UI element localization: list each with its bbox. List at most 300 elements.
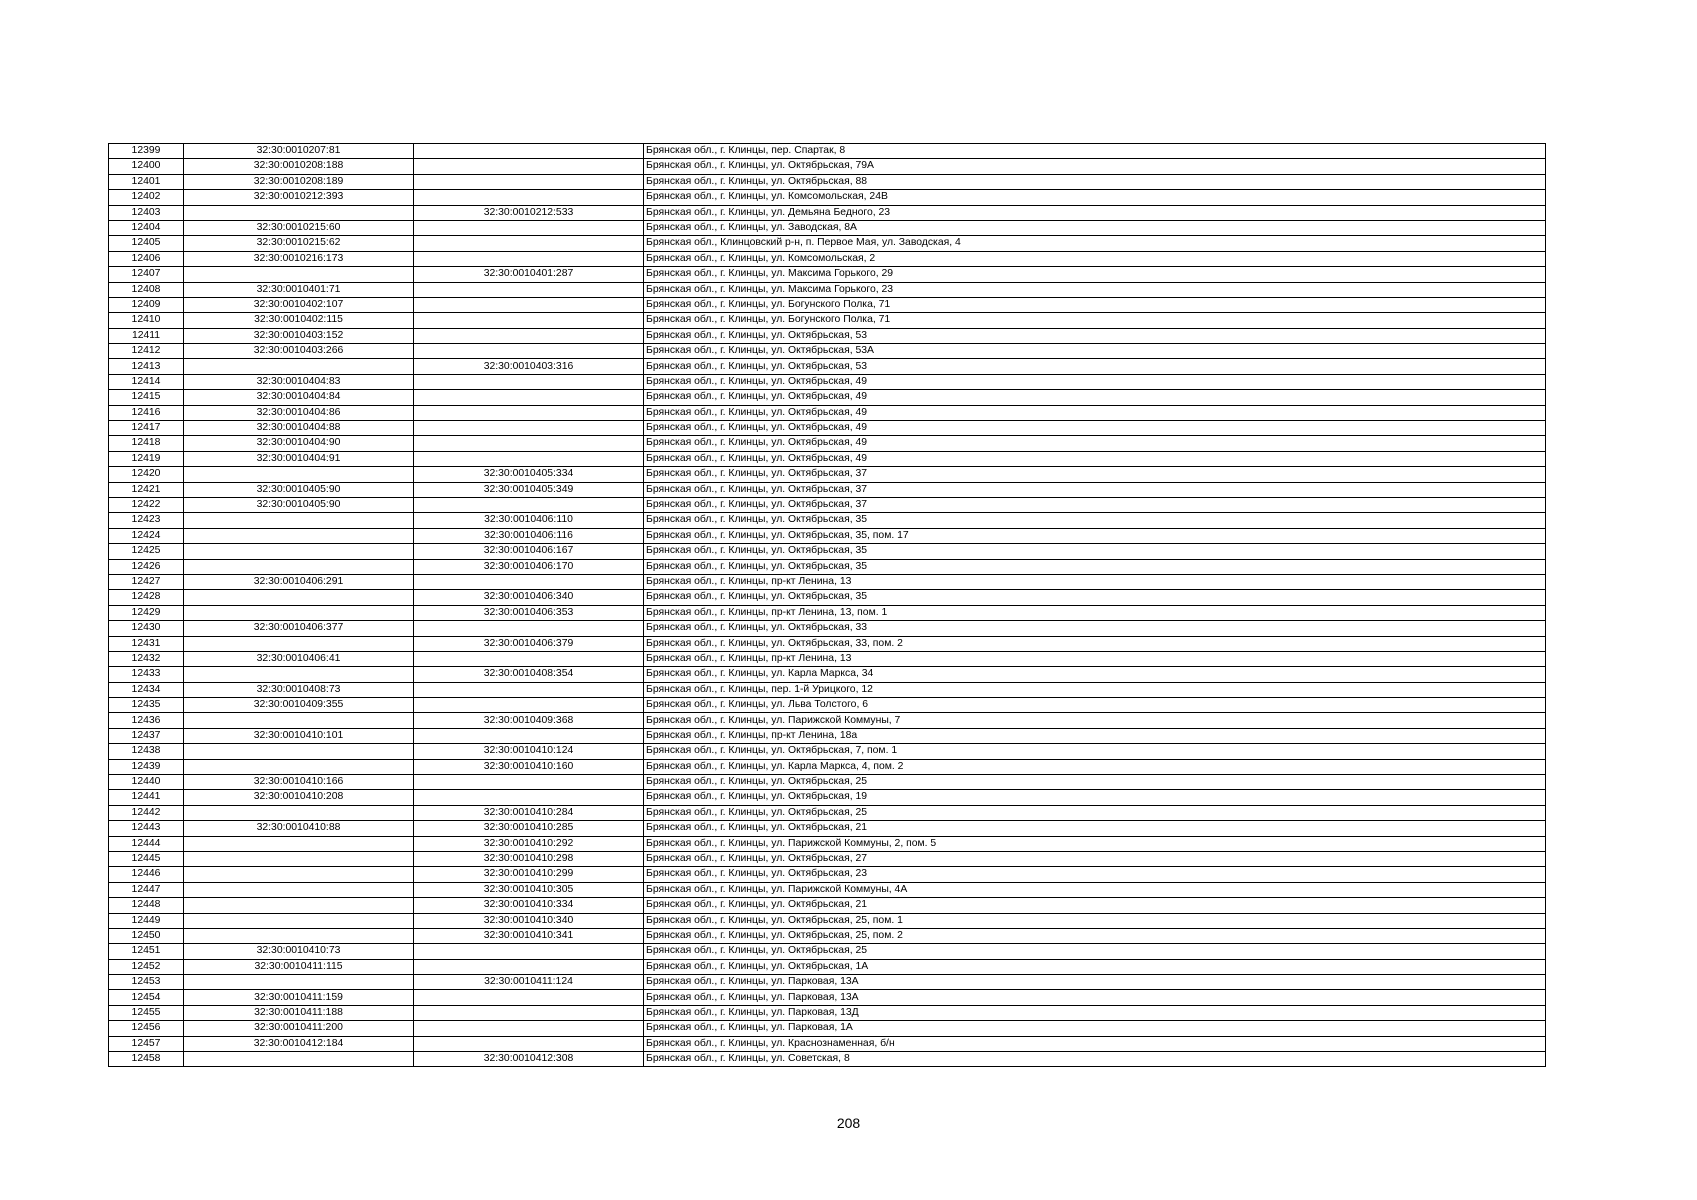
related-cadastral-number-cell xyxy=(414,190,644,205)
record-number-cell: 12401 xyxy=(109,174,184,189)
record-number-cell: 12404 xyxy=(109,220,184,235)
cadastral-number-cell: 32:30:0010216:173 xyxy=(184,251,414,266)
address-cell: Брянская обл., г. Клинцы, ул. Октябрьская, 21 xyxy=(644,898,1546,913)
related-cadastral-number-cell xyxy=(414,1005,644,1020)
related-cadastral-number-cell xyxy=(414,790,644,805)
table-row xyxy=(109,790,1546,805)
cadastral-number-cell xyxy=(184,1052,414,1067)
table-row xyxy=(109,359,1546,374)
related-cadastral-number-cell: 32:30:0010410:124 xyxy=(414,744,644,759)
related-cadastral-number-cell: 32:30:0010406:170 xyxy=(414,559,644,574)
table-row xyxy=(109,482,1546,497)
cadastral-number-cell: 32:30:0010404:86 xyxy=(184,405,414,420)
cadastral-number-cell: 32:30:0010410:88 xyxy=(184,821,414,836)
table-row xyxy=(109,944,1546,959)
related-cadastral-number-cell xyxy=(414,374,644,389)
address-cell: Брянская обл., г. Клинцы, ул. Октябрьская, 35 xyxy=(644,590,1546,605)
related-cadastral-number-cell: 32:30:0010410:305 xyxy=(414,882,644,897)
record-number-cell: 12443 xyxy=(109,821,184,836)
cadastral-number-cell xyxy=(184,559,414,574)
table-row xyxy=(109,744,1546,759)
record-number-cell: 12414 xyxy=(109,374,184,389)
cadastral-number-cell xyxy=(184,513,414,528)
table-row xyxy=(109,959,1546,974)
address-cell: Брянская обл., г. Клинцы, ул. Октябрьская, 88 xyxy=(644,174,1546,189)
address-cell: Брянская обл., г. Клинцы, ул. Октябрьская, 49 xyxy=(644,390,1546,405)
record-number-cell: 12427 xyxy=(109,574,184,589)
cadastral-number-cell xyxy=(184,205,414,220)
record-number-cell: 12399 xyxy=(109,144,184,159)
address-cell: Брянская обл., г. Клинцы, пр-кт Ленина, 18а xyxy=(644,728,1546,743)
address-cell: Брянская обл., г. Клинцы, ул. Парковая, 13А xyxy=(644,975,1546,990)
address-cell: Брянская обл., г. Клинцы, ул. Октябрьская, 53А xyxy=(644,344,1546,359)
cadastral-number-cell: 32:30:0010409:355 xyxy=(184,698,414,713)
cadastral-number-cell: 32:30:0010403:266 xyxy=(184,344,414,359)
related-cadastral-number-cell xyxy=(414,698,644,713)
related-cadastral-number-cell xyxy=(414,728,644,743)
records-table xyxy=(108,143,1546,1067)
record-number-cell: 12426 xyxy=(109,559,184,574)
related-cadastral-number-cell: 32:30:0010410:285 xyxy=(414,821,644,836)
address-cell: Брянская обл., г. Клинцы, ул. Октябрьская, 25 xyxy=(644,944,1546,959)
related-cadastral-number-cell xyxy=(414,959,644,974)
table-row xyxy=(109,528,1546,543)
record-number-cell: 12421 xyxy=(109,482,184,497)
table-row xyxy=(109,682,1546,697)
cadastral-number-cell: 32:30:0010405:90 xyxy=(184,497,414,512)
cadastral-number-cell: 32:30:0010411:159 xyxy=(184,990,414,1005)
record-number-cell: 12439 xyxy=(109,759,184,774)
related-cadastral-number-cell xyxy=(414,144,644,159)
cadastral-number-cell xyxy=(184,590,414,605)
cadastral-number-cell: 32:30:0010412:184 xyxy=(184,1036,414,1051)
record-number-cell: 12408 xyxy=(109,282,184,297)
related-cadastral-number-cell: 32:30:0010409:368 xyxy=(414,713,644,728)
address-cell: Брянская обл., г. Клинцы, ул. Октябрьская, 21 xyxy=(644,821,1546,836)
related-cadastral-number-cell xyxy=(414,251,644,266)
table-row xyxy=(109,836,1546,851)
related-cadastral-number-cell: 32:30:0010410:334 xyxy=(414,898,644,913)
cadastral-number-cell: 32:30:0010403:152 xyxy=(184,328,414,343)
address-cell: Брянская обл., г. Клинцы, ул. Октябрьская, 33 xyxy=(644,621,1546,636)
cadastral-number-cell xyxy=(184,836,414,851)
address-cell: Брянская обл., г. Клинцы, ул. Советская, 8 xyxy=(644,1052,1546,1067)
related-cadastral-number-cell: 32:30:0010406:110 xyxy=(414,513,644,528)
record-number-cell: 12448 xyxy=(109,898,184,913)
table-row xyxy=(109,313,1546,328)
cadastral-number-cell xyxy=(184,544,414,559)
address-cell: Брянская обл., г. Клинцы, ул. Парижской Коммуны, 4А xyxy=(644,882,1546,897)
record-number-cell: 12425 xyxy=(109,544,184,559)
address-cell: Брянская обл., г. Клинцы, ул. Октябрьская, 79А xyxy=(644,159,1546,174)
address-cell: Брянская обл., г. Клинцы, ул. Заводская, 8А xyxy=(644,220,1546,235)
table-row xyxy=(109,851,1546,866)
related-cadastral-number-cell xyxy=(414,220,644,235)
address-cell: Брянская обл., г. Клинцы, ул. Октябрьская, 35, пом. 17 xyxy=(644,528,1546,543)
related-cadastral-number-cell xyxy=(414,651,644,666)
cadastral-number-cell: 32:30:0010215:60 xyxy=(184,220,414,235)
record-number-cell: 12428 xyxy=(109,590,184,605)
related-cadastral-number-cell xyxy=(414,328,644,343)
record-number-cell: 12456 xyxy=(109,1021,184,1036)
record-number-cell: 12449 xyxy=(109,913,184,928)
cadastral-number-cell xyxy=(184,467,414,482)
address-cell: Брянская обл., г. Клинцы, ул. Комсомольская, 24В xyxy=(644,190,1546,205)
table-row xyxy=(109,867,1546,882)
table-row xyxy=(109,667,1546,682)
related-cadastral-number-cell xyxy=(414,1036,644,1051)
related-cadastral-number-cell: 32:30:0010406:167 xyxy=(414,544,644,559)
table-row xyxy=(109,1036,1546,1051)
cadastral-number-cell xyxy=(184,267,414,282)
cadastral-number-cell xyxy=(184,636,414,651)
record-number-cell: 12440 xyxy=(109,775,184,790)
table-row xyxy=(109,605,1546,620)
related-cadastral-number-cell: 32:30:0010406:116 xyxy=(414,528,644,543)
record-number-cell: 12400 xyxy=(109,159,184,174)
table-row xyxy=(109,174,1546,189)
cadastral-number-cell: 32:30:0010405:90 xyxy=(184,482,414,497)
cadastral-number-cell xyxy=(184,898,414,913)
related-cadastral-number-cell xyxy=(414,297,644,312)
record-number-cell: 12444 xyxy=(109,836,184,851)
related-cadastral-number-cell: 32:30:0010410:299 xyxy=(414,867,644,882)
address-cell: Брянская обл., г. Клинцы, ул. Карла Маркса, 4, пом. 2 xyxy=(644,759,1546,774)
address-cell: Брянская обл., г. Клинцы, ул. Октябрьская, 25 xyxy=(644,805,1546,820)
address-cell: Брянская обл., Клинцовский р-н, п. Первое Мая, ул. Заводская, 4 xyxy=(644,236,1546,251)
table-row xyxy=(109,205,1546,220)
cadastral-number-cell xyxy=(184,928,414,943)
related-cadastral-number-cell xyxy=(414,497,644,512)
address-cell: Брянская обл., г. Клинцы, ул. Октябрьская, 49 xyxy=(644,436,1546,451)
record-number-cell: 12412 xyxy=(109,344,184,359)
address-cell: Брянская обл., г. Клинцы, ул. Октябрьская, 53 xyxy=(644,328,1546,343)
address-cell: Брянская обл., г. Клинцы, ул. Максима Горького, 29 xyxy=(644,267,1546,282)
address-cell: Брянская обл., г. Клинцы, ул. Октябрьская, 35 xyxy=(644,513,1546,528)
record-number-cell: 12422 xyxy=(109,497,184,512)
table-row xyxy=(109,636,1546,651)
record-number-cell: 12458 xyxy=(109,1052,184,1067)
cadastral-number-cell: 32:30:0010411:115 xyxy=(184,959,414,974)
address-cell: Брянская обл., г. Клинцы, ул. Октябрьская, 49 xyxy=(644,405,1546,420)
table-row xyxy=(109,451,1546,466)
table-row xyxy=(109,590,1546,605)
records-table-body xyxy=(109,144,1546,1067)
address-cell: Брянская обл., г. Клинцы, пер. 1-й Урицкого, 12 xyxy=(644,682,1546,697)
address-cell: Брянская обл., г. Клинцы, ул. Парижской Коммуны, 7 xyxy=(644,713,1546,728)
cadastral-number-cell xyxy=(184,882,414,897)
related-cadastral-number-cell: 32:30:0010410:292 xyxy=(414,836,644,851)
cadastral-number-cell: 32:30:0010406:41 xyxy=(184,651,414,666)
table-row xyxy=(109,621,1546,636)
related-cadastral-number-cell: 32:30:0010410:340 xyxy=(414,913,644,928)
table-row xyxy=(109,467,1546,482)
address-cell: Брянская обл., г. Клинцы, ул. Парковая, 13Д xyxy=(644,1005,1546,1020)
cadastral-number-cell xyxy=(184,851,414,866)
address-cell: Брянская обл., г. Клинцы, ул. Октябрьская, 25, пом. 1 xyxy=(644,913,1546,928)
record-number-cell: 12413 xyxy=(109,359,184,374)
related-cadastral-number-cell xyxy=(414,682,644,697)
related-cadastral-number-cell xyxy=(414,313,644,328)
related-cadastral-number-cell: 32:30:0010403:316 xyxy=(414,359,644,374)
address-cell: Брянская обл., г. Клинцы, ул. Краснознаменная, б/н xyxy=(644,1036,1546,1051)
page-number: 208 xyxy=(836,1115,861,1131)
table-row xyxy=(109,328,1546,343)
address-cell: Брянская обл., г. Клинцы, ул. Октябрьская, 33, пом. 2 xyxy=(644,636,1546,651)
address-cell: Брянская обл., г. Клинцы, ул. Октябрьская, 37 xyxy=(644,497,1546,512)
address-cell: Брянская обл., г. Клинцы, ул. Октябрьская, 7, пом. 1 xyxy=(644,744,1546,759)
cadastral-number-cell xyxy=(184,744,414,759)
address-cell: Брянская обл., г. Клинцы, ул. Богунского Полка, 71 xyxy=(644,313,1546,328)
record-number-cell: 12406 xyxy=(109,251,184,266)
table-row xyxy=(109,544,1546,559)
related-cadastral-number-cell xyxy=(414,944,644,959)
record-number-cell: 12457 xyxy=(109,1036,184,1051)
address-cell: Брянская обл., г. Клинцы, ул. Октябрьская, 19 xyxy=(644,790,1546,805)
related-cadastral-number-cell: 32:30:0010405:334 xyxy=(414,467,644,482)
table-row xyxy=(109,251,1546,266)
record-number-cell: 12403 xyxy=(109,205,184,220)
related-cadastral-number-cell xyxy=(414,236,644,251)
cadastral-number-cell: 32:30:0010208:188 xyxy=(184,159,414,174)
related-cadastral-number-cell: 32:30:0010410:160 xyxy=(414,759,644,774)
record-number-cell: 12423 xyxy=(109,513,184,528)
record-number-cell: 12418 xyxy=(109,436,184,451)
table-row xyxy=(109,805,1546,820)
cadastral-number-cell xyxy=(184,528,414,543)
address-cell: Брянская обл., г. Клинцы, пр-кт Ленина, 13 xyxy=(644,651,1546,666)
table-row xyxy=(109,1005,1546,1020)
address-cell: Брянская обл., г. Клинцы, ул. Октябрьская, 49 xyxy=(644,374,1546,389)
address-cell: Брянская обл., г. Клинцы, ул. Парковая, 1А xyxy=(644,1021,1546,1036)
cadastral-number-cell: 32:30:0010401:71 xyxy=(184,282,414,297)
record-number-cell: 12436 xyxy=(109,713,184,728)
address-cell: Брянская обл., г. Клинцы, пер. Спартак, 8 xyxy=(644,144,1546,159)
cadastral-number-cell xyxy=(184,913,414,928)
table-row xyxy=(109,728,1546,743)
record-number-cell: 12417 xyxy=(109,421,184,436)
cadastral-number-cell xyxy=(184,713,414,728)
related-cadastral-number-cell: 32:30:0010408:354 xyxy=(414,667,644,682)
address-cell: Брянская обл., г. Клинцы, ул. Октябрьская, 35 xyxy=(644,559,1546,574)
address-cell: Брянская обл., г. Клинцы, ул. Октябрьская, 35 xyxy=(644,544,1546,559)
related-cadastral-number-cell: 32:30:0010401:287 xyxy=(414,267,644,282)
related-cadastral-number-cell xyxy=(414,159,644,174)
record-number-cell: 12407 xyxy=(109,267,184,282)
record-number-cell: 12441 xyxy=(109,790,184,805)
record-number-cell: 12430 xyxy=(109,621,184,636)
table-row xyxy=(109,1021,1546,1036)
cadastral-number-cell xyxy=(184,867,414,882)
related-cadastral-number-cell: 32:30:0010410:298 xyxy=(414,851,644,866)
table-row xyxy=(109,559,1546,574)
record-number-cell: 12431 xyxy=(109,636,184,651)
address-cell: Брянская обл., г. Клинцы, ул. Октябрьская, 23 xyxy=(644,867,1546,882)
address-cell: Брянская обл., г. Клинцы, ул. Парижской Коммуны, 2, пом. 5 xyxy=(644,836,1546,851)
table-row xyxy=(109,975,1546,990)
related-cadastral-number-cell xyxy=(414,344,644,359)
related-cadastral-number-cell xyxy=(414,1021,644,1036)
cadastral-number-cell: 32:30:0010410:166 xyxy=(184,775,414,790)
record-number-cell: 12416 xyxy=(109,405,184,420)
related-cadastral-number-cell: 32:30:0010406:340 xyxy=(414,590,644,605)
table-row xyxy=(109,651,1546,666)
address-cell: Брянская обл., г. Клинцы, ул. Богунского Полка, 71 xyxy=(644,297,1546,312)
record-number-cell: 12434 xyxy=(109,682,184,697)
table-row xyxy=(109,405,1546,420)
record-number-cell: 12432 xyxy=(109,651,184,666)
related-cadastral-number-cell xyxy=(414,574,644,589)
table-row xyxy=(109,882,1546,897)
table-row xyxy=(109,374,1546,389)
address-cell: Брянская обл., г. Клинцы, ул. Октябрьская, 37 xyxy=(644,482,1546,497)
record-number-cell: 12454 xyxy=(109,990,184,1005)
cadastral-number-cell: 32:30:0010411:188 xyxy=(184,1005,414,1020)
related-cadastral-number-cell: 32:30:0010412:308 xyxy=(414,1052,644,1067)
table-row xyxy=(109,144,1546,159)
cadastral-number-cell xyxy=(184,759,414,774)
address-cell: Брянская обл., г. Клинцы, ул. Комсомольская, 2 xyxy=(644,251,1546,266)
related-cadastral-number-cell xyxy=(414,990,644,1005)
table-row xyxy=(109,267,1546,282)
cadastral-number-cell: 32:30:0010404:88 xyxy=(184,421,414,436)
table-row xyxy=(109,928,1546,943)
cadastral-number-cell xyxy=(184,605,414,620)
cadastral-number-cell: 32:30:0010404:84 xyxy=(184,390,414,405)
table-row xyxy=(109,297,1546,312)
cadastral-number-cell: 32:30:0010212:393 xyxy=(184,190,414,205)
record-number-cell: 12453 xyxy=(109,975,184,990)
cadastral-number-cell: 32:30:0010410:208 xyxy=(184,790,414,805)
table-row xyxy=(109,220,1546,235)
table-row xyxy=(109,497,1546,512)
record-number-cell: 12435 xyxy=(109,698,184,713)
table-row xyxy=(109,698,1546,713)
cadastral-number-cell: 32:30:0010402:115 xyxy=(184,313,414,328)
related-cadastral-number-cell xyxy=(414,451,644,466)
cadastral-number-cell: 32:30:0010215:62 xyxy=(184,236,414,251)
cadastral-number-cell: 32:30:0010404:90 xyxy=(184,436,414,451)
record-number-cell: 12451 xyxy=(109,944,184,959)
related-cadastral-number-cell xyxy=(414,621,644,636)
record-number-cell: 12411 xyxy=(109,328,184,343)
cadastral-number-cell: 32:30:0010410:73 xyxy=(184,944,414,959)
table-row xyxy=(109,1052,1546,1067)
record-number-cell: 12452 xyxy=(109,959,184,974)
table-row xyxy=(109,990,1546,1005)
table-row xyxy=(109,913,1546,928)
record-number-cell: 12447 xyxy=(109,882,184,897)
record-number-cell: 12442 xyxy=(109,805,184,820)
record-number-cell: 12429 xyxy=(109,605,184,620)
table-row xyxy=(109,775,1546,790)
address-cell: Брянская обл., г. Клинцы, ул. Октябрьская, 25, пом. 2 xyxy=(644,928,1546,943)
address-cell: Брянская обл., г. Клинцы, ул. Октябрьская, 25 xyxy=(644,775,1546,790)
record-number-cell: 12405 xyxy=(109,236,184,251)
related-cadastral-number-cell: 32:30:0010411:124 xyxy=(414,975,644,990)
cadastral-number-cell: 32:30:0010406:377 xyxy=(184,621,414,636)
address-cell: Брянская обл., г. Клинцы, ул. Октябрьская, 1А xyxy=(644,959,1546,974)
record-number-cell: 12402 xyxy=(109,190,184,205)
related-cadastral-number-cell: 32:30:0010405:349 xyxy=(414,482,644,497)
table-row xyxy=(109,421,1546,436)
table-row xyxy=(109,513,1546,528)
cadastral-number-cell: 32:30:0010408:73 xyxy=(184,682,414,697)
record-number-cell: 12438 xyxy=(109,744,184,759)
cadastral-number-cell: 32:30:0010411:200 xyxy=(184,1021,414,1036)
table-row xyxy=(109,190,1546,205)
record-number-cell: 12437 xyxy=(109,728,184,743)
record-number-cell: 12446 xyxy=(109,867,184,882)
cadastral-number-cell: 32:30:0010402:107 xyxy=(184,297,414,312)
related-cadastral-number-cell: 32:30:0010406:379 xyxy=(414,636,644,651)
table-row xyxy=(109,159,1546,174)
record-number-cell: 12450 xyxy=(109,928,184,943)
related-cadastral-number-cell xyxy=(414,174,644,189)
address-cell: Брянская обл., г. Клинцы, ул. Льва Толстого, 6 xyxy=(644,698,1546,713)
cadastral-number-cell: 32:30:0010208:189 xyxy=(184,174,414,189)
table-row xyxy=(109,282,1546,297)
related-cadastral-number-cell xyxy=(414,421,644,436)
table-row xyxy=(109,236,1546,251)
table-row xyxy=(109,574,1546,589)
record-number-cell: 12409 xyxy=(109,297,184,312)
table-row xyxy=(109,436,1546,451)
address-cell: Брянская обл., г. Клинцы, ул. Парковая, 13А xyxy=(644,990,1546,1005)
record-number-cell: 12419 xyxy=(109,451,184,466)
address-cell: Брянская обл., г. Клинцы, ул. Октябрьская, 49 xyxy=(644,451,1546,466)
address-cell: Брянская обл., г. Клинцы, ул. Максима Горького, 23 xyxy=(644,282,1546,297)
cadastral-number-cell xyxy=(184,667,414,682)
table-row xyxy=(109,898,1546,913)
cadastral-number-cell: 32:30:0010410:101 xyxy=(184,728,414,743)
address-cell: Брянская обл., г. Клинцы, пр-кт Ленина, 13 xyxy=(644,574,1546,589)
record-number-cell: 12420 xyxy=(109,467,184,482)
related-cadastral-number-cell: 32:30:0010410:341 xyxy=(414,928,644,943)
address-cell: Брянская обл., г. Клинцы, ул. Демьяна Бедного, 23 xyxy=(644,205,1546,220)
record-number-cell: 12424 xyxy=(109,528,184,543)
address-cell: Брянская обл., г. Клинцы, ул. Октябрьская, 49 xyxy=(644,421,1546,436)
related-cadastral-number-cell: 32:30:0010410:284 xyxy=(414,805,644,820)
record-number-cell: 12455 xyxy=(109,1005,184,1020)
related-cadastral-number-cell xyxy=(414,405,644,420)
cadastral-number-cell: 32:30:0010207:81 xyxy=(184,144,414,159)
address-cell: Брянская обл., г. Клинцы, ул. Октябрьская, 53 xyxy=(644,359,1546,374)
address-cell: Брянская обл., г. Клинцы, ул. Октябрьская, 37 xyxy=(644,467,1546,482)
related-cadastral-number-cell: 32:30:0010406:353 xyxy=(414,605,644,620)
record-number-cell: 12445 xyxy=(109,851,184,866)
related-cadastral-number-cell xyxy=(414,282,644,297)
address-cell: Брянская обл., г. Клинцы, ул. Октябрьская, 27 xyxy=(644,851,1546,866)
related-cadastral-number-cell xyxy=(414,390,644,405)
cadastral-number-cell xyxy=(184,359,414,374)
related-cadastral-number-cell xyxy=(414,775,644,790)
address-cell: Брянская обл., г. Клинцы, ул. Карла Маркса, 34 xyxy=(644,667,1546,682)
record-number-cell: 12415 xyxy=(109,390,184,405)
cadastral-number-cell: 32:30:0010406:291 xyxy=(184,574,414,589)
cadastral-number-cell xyxy=(184,975,414,990)
related-cadastral-number-cell: 32:30:0010212:533 xyxy=(414,205,644,220)
table-row xyxy=(109,390,1546,405)
record-number-cell: 12433 xyxy=(109,667,184,682)
cadastral-number-cell xyxy=(184,805,414,820)
record-number-cell: 12410 xyxy=(109,313,184,328)
table-row xyxy=(109,713,1546,728)
cadastral-number-cell: 32:30:0010404:83 xyxy=(184,374,414,389)
address-cell: Брянская обл., г. Клинцы, пр-кт Ленина, 13, пом. 1 xyxy=(644,605,1546,620)
cadastral-number-cell: 32:30:0010404:91 xyxy=(184,451,414,466)
table-row xyxy=(109,821,1546,836)
